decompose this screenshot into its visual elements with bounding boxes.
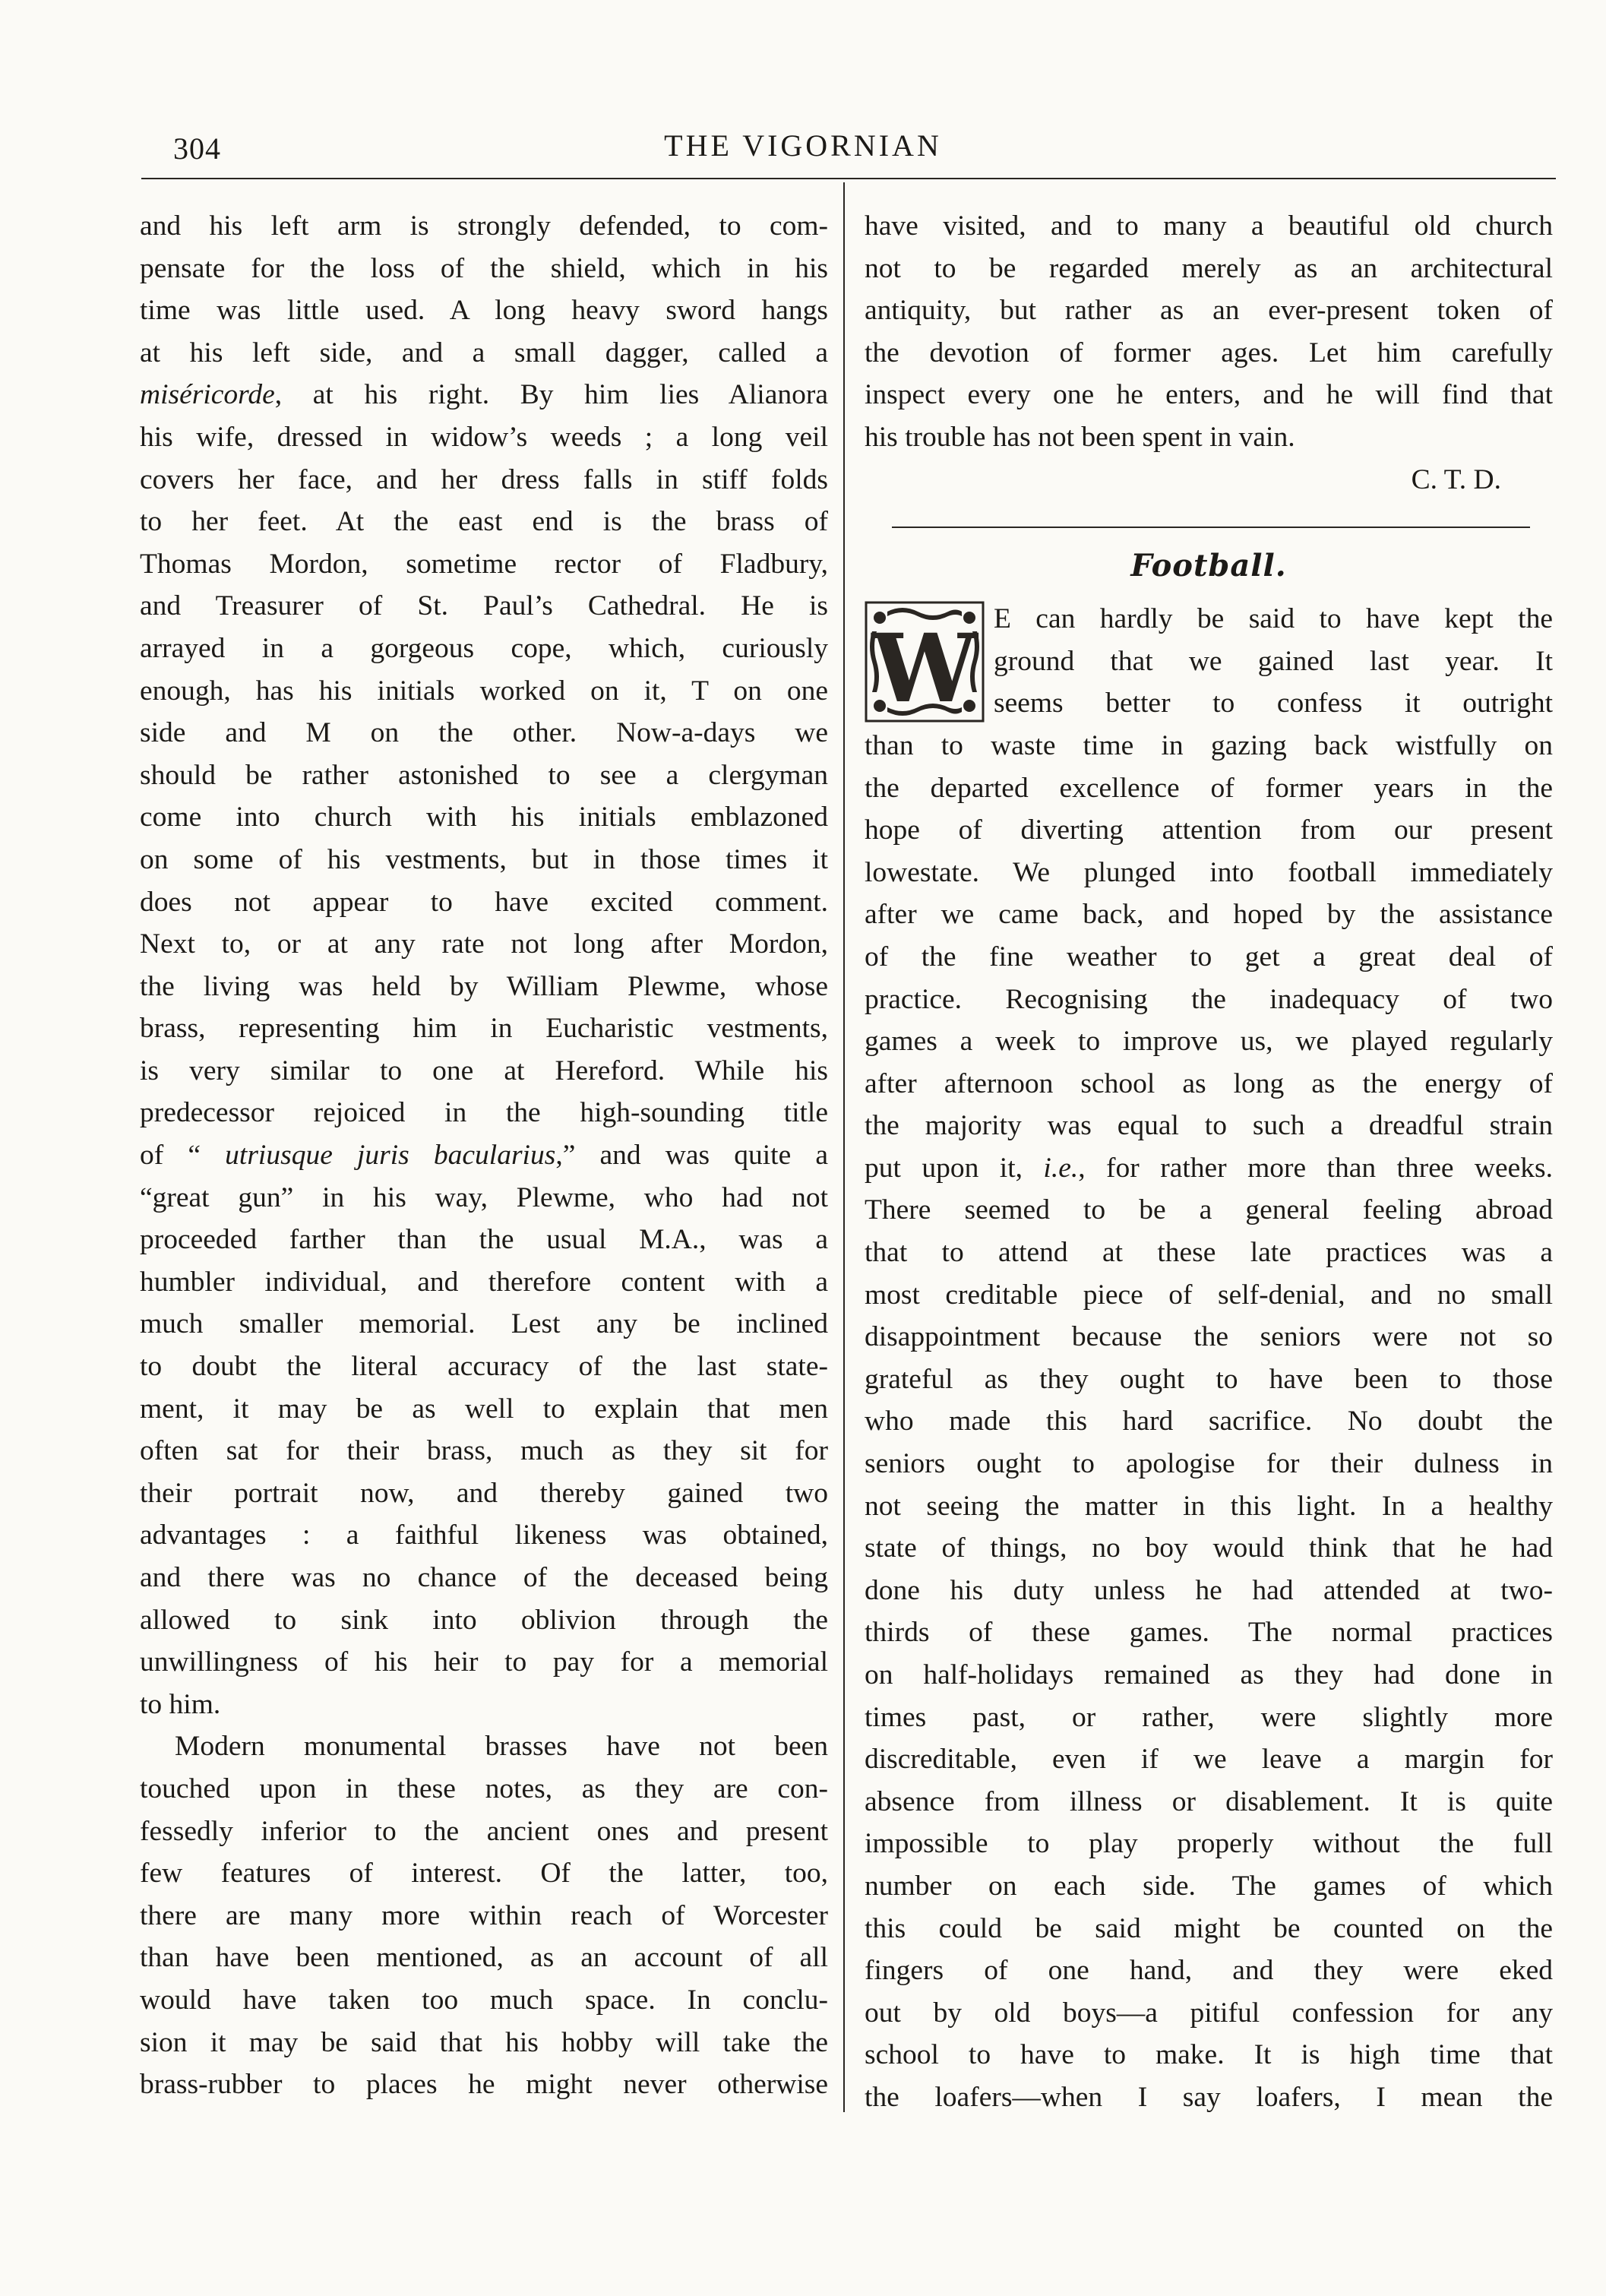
text-line: time was little used. A long heavy sword hangs bbox=[140, 295, 828, 327]
text-line: Modern monumental brasses have not been bbox=[175, 1731, 828, 1763]
text-line: should be rather astonished to see a clergyman bbox=[140, 759, 828, 791]
text-line: out by old boys—a pitiful confession for any bbox=[865, 1997, 1553, 2029]
left-column bbox=[140, 205, 828, 2106]
text-line: often sat for their brass, much as they sit for bbox=[140, 1435, 828, 1467]
text-line: inspect every one he enters, and he will find that bbox=[865, 379, 1553, 411]
text-line: practice. Recognising the inadequacy of two bbox=[865, 983, 1553, 1015]
text-line: unwillingness of his heir to pay for a memorial bbox=[140, 1646, 828, 1678]
section-heading: Football. bbox=[1130, 548, 1287, 584]
text-line: Next to, or at any rate not long after Mordon, bbox=[140, 928, 828, 960]
text-line: state of things, no boy would think that he had bbox=[865, 1532, 1553, 1564]
text-line: than have been mentioned, as an account of all bbox=[140, 1942, 828, 1974]
text-line: fingers of one hand, and they were eked bbox=[865, 1955, 1553, 1987]
text-line: there are many more within reach of Worcester bbox=[140, 1899, 828, 1931]
text-line: pensate for the loss of the shield, which in his bbox=[140, 252, 828, 284]
text-line: would have taken too much space. In conclu- bbox=[140, 1984, 828, 2016]
text-line: to her feet. At the east end is the brass of bbox=[140, 506, 828, 538]
text-line: miséricorde, at his right. By him lies Alianora bbox=[140, 379, 828, 411]
text-line: at his left side, and a small dagger, called a bbox=[140, 337, 828, 368]
text-line: this could be said might be counted on the bbox=[865, 1912, 1553, 1944]
text-line: put upon it, i.e., for rather more than three weeks. bbox=[865, 1152, 1553, 1184]
text-line: ground that we gained last year. It bbox=[994, 645, 1553, 677]
text-line: brass, representing him in Eucharistic vestments, bbox=[140, 1013, 828, 1045]
text-line: the loafers—when I say loafers, I mean the bbox=[865, 2081, 1553, 2113]
text-line: thirds of these games. The normal practices bbox=[865, 1617, 1553, 1649]
text-line: the majority was equal to such a dreadful strain bbox=[865, 1110, 1553, 1142]
text-line: advantages : a faithful likeness was obtained, bbox=[140, 1520, 828, 1551]
text-line: his wife, dressed in widow’s weeds ; a long veil bbox=[140, 421, 828, 453]
dropcap-letter: W bbox=[871, 614, 978, 723]
text-line: is very similar to one at Hereford. While his bbox=[140, 1055, 828, 1086]
text-line: games a week to improve us, we played regularly bbox=[865, 1026, 1553, 1058]
text-line: Thomas Mordon, sometime rector of Fladbury, bbox=[140, 548, 828, 580]
text-line: grateful as they ought to have been to those bbox=[865, 1363, 1553, 1395]
text-line: his trouble has not been spent in vain. bbox=[865, 421, 1295, 453]
text-line: their portrait now, and thereby gained two bbox=[140, 1477, 828, 1509]
text-line: sion it may be said that his hobby will take the bbox=[140, 2026, 828, 2058]
text-line: number on each side. The games of which bbox=[865, 1870, 1553, 1902]
text-line: than to waste time in gazing back wistfully on bbox=[865, 729, 1553, 761]
ornamental-dropcap-icon bbox=[865, 601, 985, 723]
text-line: does not appear to have excited comment. bbox=[140, 886, 828, 918]
text-line: “great gun” in his way, Plewme, who had not bbox=[140, 1181, 828, 1213]
text-line: humbler individual, and therefore content with a bbox=[140, 1266, 828, 1298]
text-line: done his duty unless he had attended at two- bbox=[865, 1574, 1553, 1606]
text-line: on half-holidays remained as they had done in bbox=[865, 1659, 1553, 1690]
text-line: fessedly inferior to the ancient ones and present bbox=[140, 1815, 828, 1847]
football-article bbox=[865, 598, 1553, 2118]
text-line: There seemed to be a general feeling abroad bbox=[865, 1194, 1553, 1226]
text-line: times past, or rather, were slightly more bbox=[865, 1701, 1553, 1733]
text-line: of “ utriusque juris bacularius,” and was quite a bbox=[140, 1140, 828, 1172]
text-line: after afternoon school as long as the energy of bbox=[865, 1067, 1553, 1099]
text-line: arrayed in a gorgeous cope, which, curiously bbox=[140, 632, 828, 664]
column-rule bbox=[843, 182, 845, 2112]
text-line: much smaller memorial. Lest any be inclined bbox=[140, 1308, 828, 1340]
text-line: allowed to sink into oblivion through the bbox=[140, 1604, 828, 1636]
text-line: E can hardly be said to have kept the bbox=[994, 603, 1553, 635]
text-line: touched upon in these notes, as they are con- bbox=[140, 1773, 828, 1804]
text-line: seems better to confess it outright bbox=[994, 688, 1553, 719]
text-line: and his left arm is strongly defended, to com- bbox=[140, 210, 828, 242]
text-line: of the fine weather to get a great deal of bbox=[865, 941, 1553, 972]
journal-title: THE VIGORNIAN bbox=[664, 128, 942, 163]
header-rule bbox=[141, 178, 1556, 179]
text-line: brass-rubber to places he might never otherwise bbox=[140, 2069, 828, 2101]
text-line: disappointment because the seniors were not so bbox=[865, 1321, 1553, 1353]
text-line: school to have to make. It is high time that bbox=[865, 2039, 1553, 2071]
text-line: covers her face, and her dress falls in stiff folds bbox=[140, 463, 828, 495]
text-line: proceeded farther than the usual M.A., was a bbox=[140, 1224, 828, 1256]
text-line: have visited, and to many a beautiful old church bbox=[865, 210, 1553, 242]
text-line: few features of interest. Of the latter, too, bbox=[140, 1858, 828, 1890]
page-number: 304 bbox=[173, 131, 221, 166]
text-line: to doubt the literal accuracy of the last state- bbox=[140, 1351, 828, 1383]
text-line: impossible to play properly without the full bbox=[865, 1828, 1553, 1860]
author-initials: C. T. D. bbox=[1411, 463, 1501, 495]
text-line: that to attend at these late practices was a bbox=[865, 1237, 1553, 1269]
text-line: predecessor rejoiced in the high-sounding title bbox=[140, 1097, 828, 1129]
text-line: not to be regarded merely as an architectural bbox=[865, 252, 1553, 284]
text-line: most creditable piece of self-denial, and no small bbox=[865, 1279, 1553, 1311]
text-line: the departed excellence of former years in the bbox=[865, 772, 1553, 804]
text-line: after we came back, and hoped by the assistance bbox=[865, 899, 1553, 931]
text-line: and Treasurer of St. Paul’s Cathedral. He is bbox=[140, 590, 828, 622]
text-line: who made this hard sacrifice. No doubt the bbox=[865, 1406, 1553, 1437]
text-line: side and M on the other. Now-a-days we bbox=[140, 717, 828, 749]
text-line: on some of his vestments, but in those times it bbox=[140, 843, 828, 875]
text-line: hope of diverting attention from our present bbox=[865, 814, 1553, 846]
text-line: ment, it may be as well to explain that men bbox=[140, 1393, 828, 1425]
text-line: and there was no chance of the deceased being bbox=[140, 1562, 828, 1593]
text-line: the living was held by William Plewme, whose bbox=[140, 970, 828, 1002]
text-line: seniors ought to apologise for their dulness in bbox=[865, 1448, 1553, 1480]
text-line: to him. bbox=[140, 1688, 221, 1720]
text-line: not seeing the matter in this light. In a healthy bbox=[865, 1490, 1553, 1522]
text-line: enough, has his initials worked on it, T on one bbox=[140, 675, 828, 707]
text-line: antiquity, but rather as an ever-present token of bbox=[865, 295, 1553, 327]
section-divider bbox=[892, 527, 1530, 528]
text-line: discreditable, even if we leave a margin for bbox=[865, 1744, 1553, 1776]
right-column bbox=[865, 205, 1553, 2119]
text-line: absence from illness or disablement. It is quite bbox=[865, 1785, 1553, 1817]
text-line: the devotion of former ages. Let him carefully bbox=[865, 337, 1553, 368]
text-line: lowestate. We plunged into football immediately bbox=[865, 856, 1553, 888]
text-line: come into church with his initials emblazoned bbox=[140, 802, 828, 833]
